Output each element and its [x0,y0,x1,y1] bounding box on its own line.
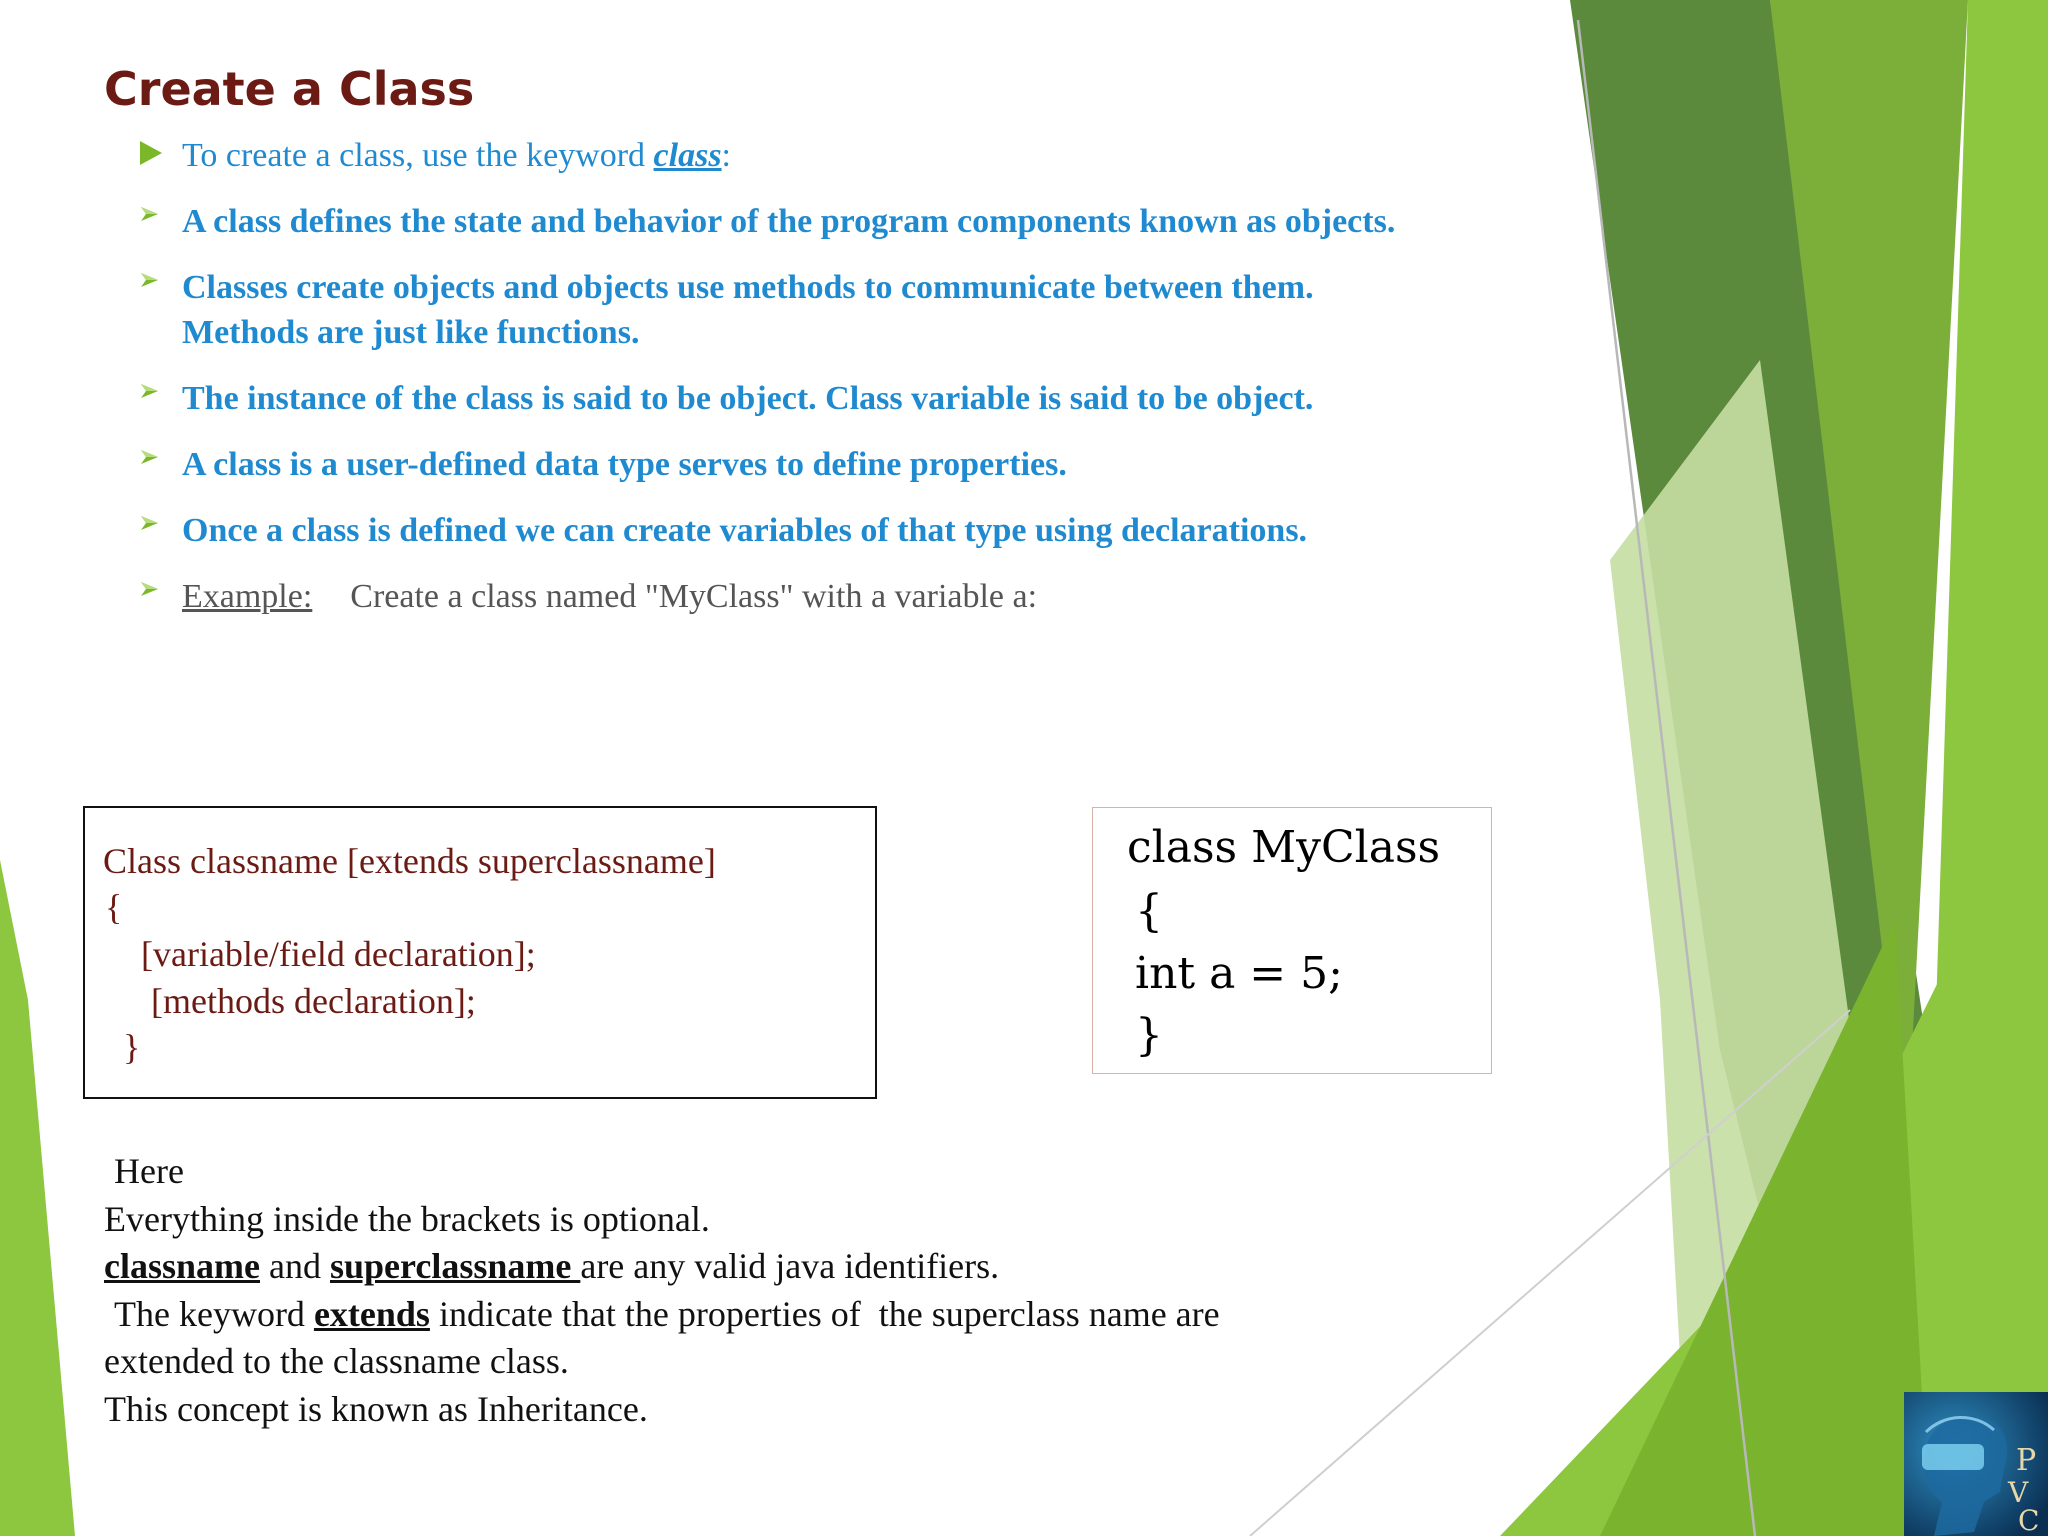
term-classname: classname [104,1246,260,1286]
bullet-item [138,442,1418,487]
bullet-text: A class is a user-defined data type serves to define properties. [182,446,1067,483]
bullet-item [138,133,1418,178]
svg-text:P: P [2016,1443,2037,1478]
notes-line [104,1243,1404,1291]
bullet-arrowhead-icon [138,376,168,420]
bullet-item [138,376,1418,421]
notes-text: and [260,1246,330,1286]
slide-title: Create a Class [104,62,475,116]
notes-line: Everything inside the brackets is optional. [104,1198,710,1239]
syntax-line: Class classname [extends superclassname] [103,841,716,881]
left-green-sliver [0,860,75,1536]
term-superclassname: superclassname [329,1246,581,1286]
syntax-line: [variable/field declaration]; [141,934,536,974]
explanation-notes [104,1148,1404,1433]
notes-text: indicate that the properties of the superclass name are [429,1293,1220,1334]
bullet-list [138,133,1418,640]
notes-line: This concept is known as Inheritance. [104,1388,648,1429]
bullet-item [138,508,1418,553]
keyword-class: class [653,137,722,174]
notes-text: The keyword [114,1293,314,1334]
example-code-line: { [1135,886,1163,937]
bullet-item [138,265,1418,355]
example-label: Example: [182,578,313,615]
example-code-box [1092,807,1492,1074]
bullet-text: The instance of the class is said to be object. Class variable is said to be object. [182,380,1314,417]
notes-line: extended to the classname class. [104,1341,569,1381]
term-extends: extends [313,1293,430,1334]
notes-text: are any valid java identifiers. [580,1246,1000,1286]
notes-line: Here [114,1151,184,1191]
svg-text:C: C [2018,1504,2040,1536]
bullet-arrowhead-icon [138,265,168,309]
bullet-item [138,199,1418,244]
bullet-arrow-icon [138,133,168,177]
notes-line [104,1291,1404,1339]
bullet-arrowhead-icon [138,508,168,552]
bullet-text: Create a class named "MyClass" with a variable a: [350,578,1038,615]
bullet-item [138,574,1418,619]
syntax-line: { [105,887,123,927]
bullet-text: Classes create objects and objects use methods to communicate between them. Methods are just like functions. [182,269,1314,351]
bullet-text: To create a class, use the keyword [182,137,654,174]
example-code-line: int a = 5; [1135,948,1343,999]
bullet-text: A class defines the state and behavior of the program components known as objects. [182,203,1396,240]
example-code-line: class MyClass [1127,822,1441,873]
example-code-line: } [1135,1010,1163,1061]
bullet-suffix: : [721,137,731,174]
svg-text:V: V [2008,1476,2029,1509]
bullet-arrowhead-icon [138,199,168,243]
pvc-logo [1904,1392,2048,1536]
bullet-arrowhead-icon [138,574,168,618]
bullet-arrowhead-icon [138,442,168,486]
syntax-line: } [123,1027,141,1067]
bullet-text: Once a class is defined we can create variables of that type using declarations. [182,512,1308,549]
syntax-line: [methods declaration]; [151,981,476,1021]
class-syntax-box [83,806,877,1099]
